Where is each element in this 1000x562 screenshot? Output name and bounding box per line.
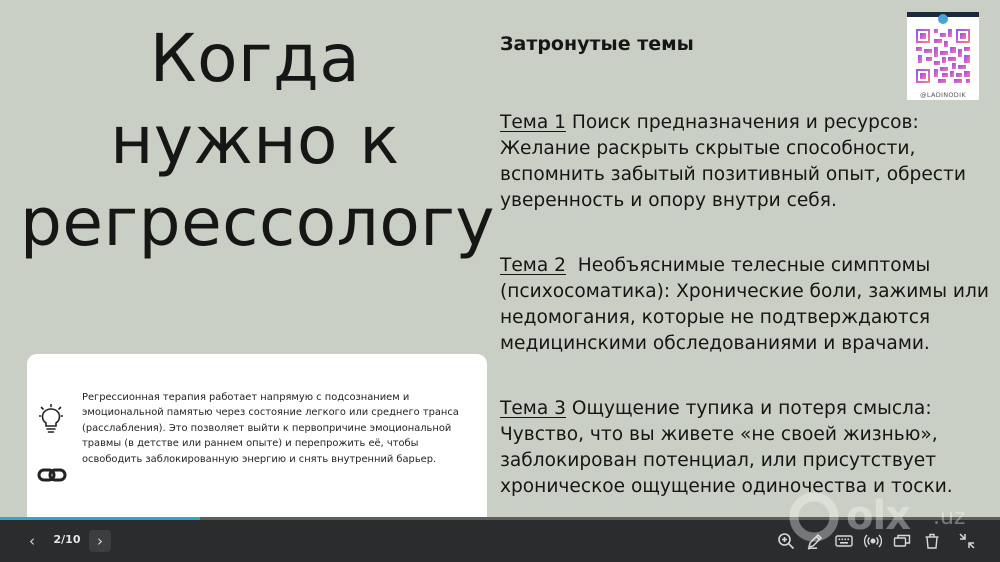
topic-text: Необъяснимые телесные симптомы	[565, 255, 931, 276]
qr-handle: @LADINODIK	[920, 91, 966, 99]
topic-label: Тема 3	[500, 398, 566, 419]
topic-2	[500, 253, 1000, 357]
topic-text: недомогания, которые не подтверждаются	[500, 307, 931, 328]
topic-label: Тема 2	[500, 255, 566, 276]
page-indicator: 2/10	[53, 533, 81, 546]
olx-logo-icon	[788, 491, 840, 543]
topics-heading: Затронутые темы	[500, 33, 694, 55]
olx-watermark	[788, 485, 988, 545]
watermark-tld: .uz	[933, 505, 966, 530]
note-line: травмы (в детстве или раннем опыте) и перепрожить её, чтобы	[82, 438, 419, 450]
topic-label: Тема 1	[500, 112, 566, 133]
topic-text: Ощущение тупика и потеря смысла:	[565, 398, 932, 419]
slide-title-line: нужно к	[110, 102, 400, 179]
slide-title-line: Когда	[149, 20, 361, 97]
topic-text: Чувство, что вы живете «не своей жизнью»,	[500, 424, 938, 445]
slide-title-line: регрессологу	[20, 184, 495, 261]
watermark-brand: olx	[846, 493, 910, 539]
note-line: (расслабления). Это позволяет выйти к первопричине эмоциональной	[82, 422, 452, 434]
note-line: Регрессионная терапия работает напрямую с подсознанием и	[82, 392, 410, 403]
note-line: эмоциональной памятью через состояние легкого или среднего транса	[82, 407, 459, 419]
topic-text: хроническое ощущение одиночества и тоски.	[500, 476, 953, 497]
qr-code-card[interactable]	[907, 12, 979, 100]
camera-dot-icon	[938, 14, 948, 24]
topic-text: уверенность и опору внутри себя.	[500, 190, 837, 211]
link-icon	[37, 467, 67, 483]
note-line: освободить заблокированную энергию и снять внутренний барьер.	[82, 453, 437, 465]
note-text	[82, 390, 482, 467]
topic-text: вспомнить забытый позитивный опыт, обрести	[500, 164, 966, 185]
topic-text: медицинскими обследованиями и врачами.	[500, 333, 930, 354]
topic-1	[500, 110, 1000, 214]
previous-slide-button[interactable]: ‹	[29, 532, 35, 550]
next-slide-button[interactable]: ›	[89, 530, 111, 552]
topic-text: (психосоматика): Хронические боли, зажимы или	[500, 281, 989, 302]
topic-text: Желание раскрыть скрытые способности,	[500, 138, 916, 159]
qr-code-icon	[914, 27, 972, 85]
lightbulb-icon	[39, 404, 63, 436]
topic-text: заблокирован потенциал, или присутствует	[500, 450, 937, 471]
note-card	[27, 354, 487, 520]
topic-text: Поиск предназначения и ресурсов:	[565, 112, 919, 133]
slide-title	[20, 18, 495, 264]
